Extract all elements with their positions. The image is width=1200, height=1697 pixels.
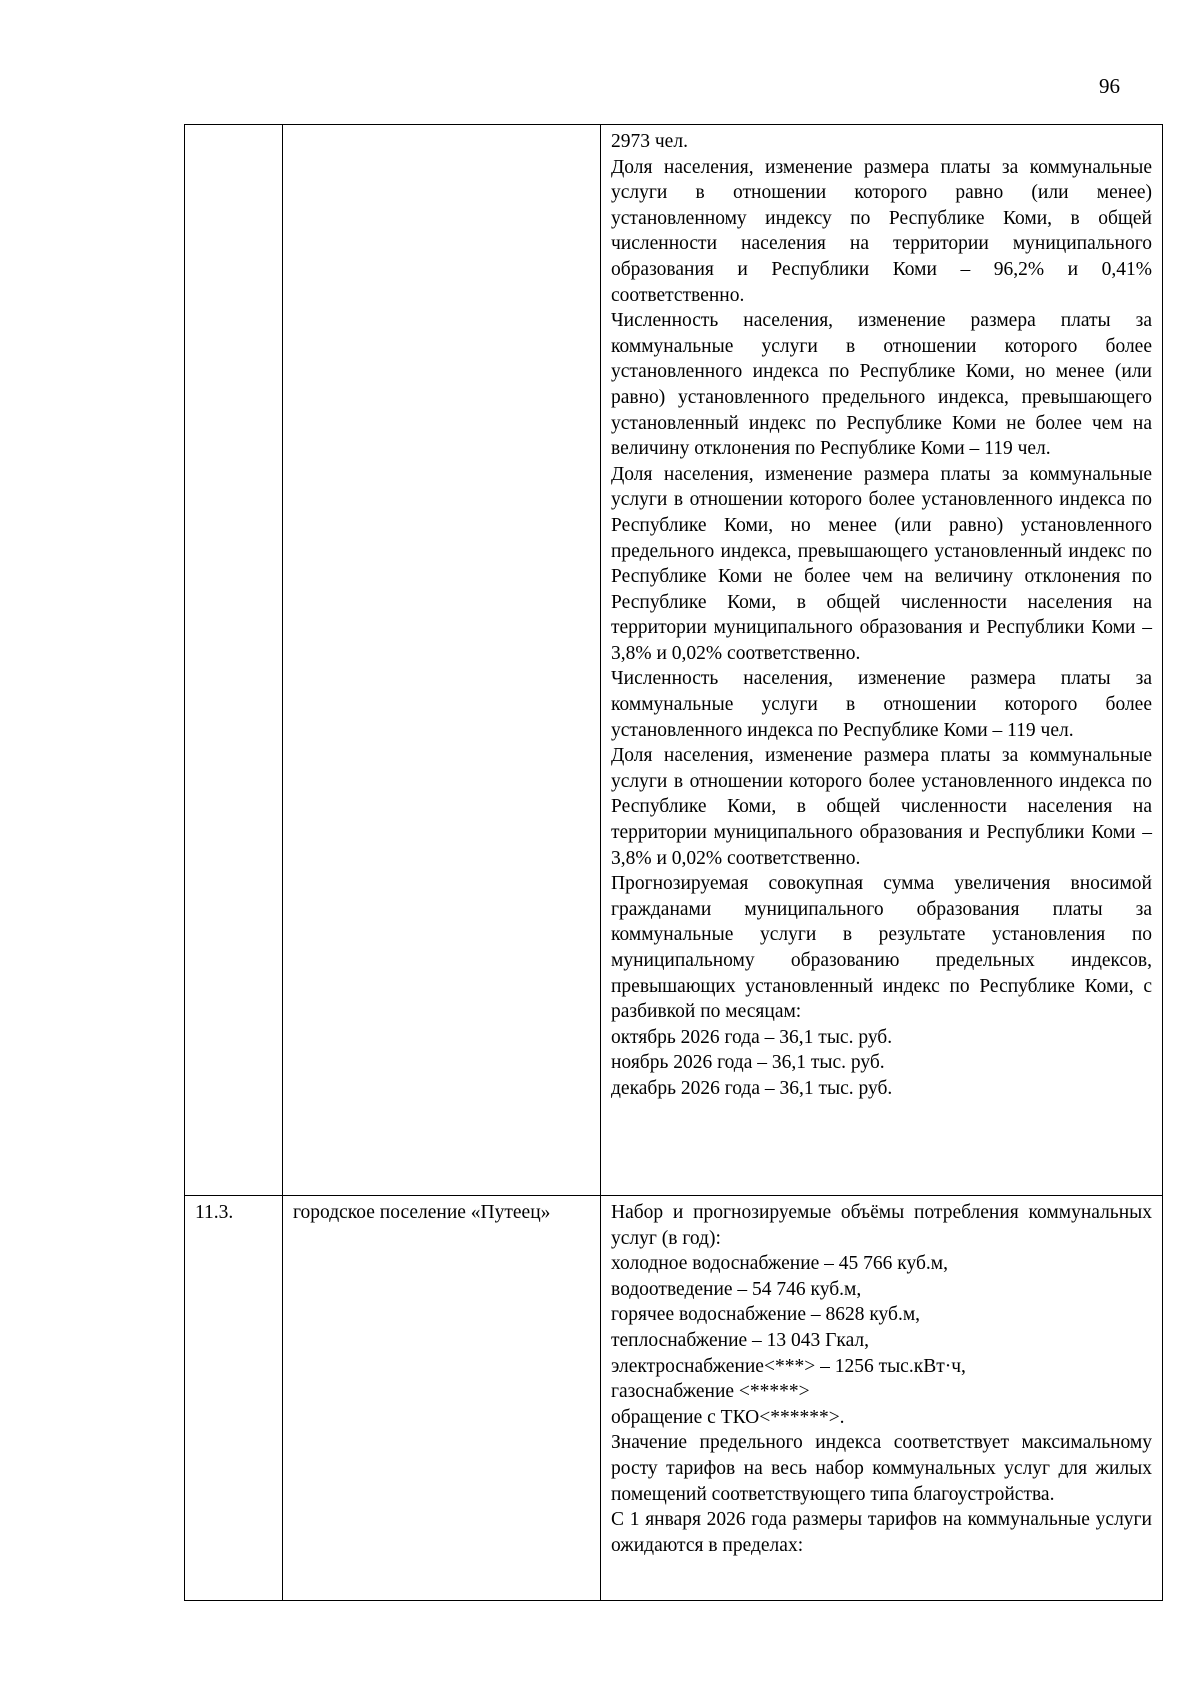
paragraph: электроснабжение<***> – 1256 тыс.кВт·ч, <box>611 1355 966 1377</box>
paragraph: Значение предельного индекса соответствует максимальному росту тарифов на весь набор коммунальных услуг для жилых помещений соответствующего типа благоустройства. <box>611 1432 1152 1505</box>
paragraph: Набор и прогнозируемые объёмы потребления коммунальных услуг (в год): <box>611 1202 1152 1249</box>
paragraph: октябрь 2026 года – 36,1 тыс. руб. <box>611 1026 893 1048</box>
municipality-name-cell: городское поселение «Путеец» <box>283 1196 601 1601</box>
content-table <box>184 124 1163 1601</box>
paragraph: газоснабжение <*****> <box>611 1381 810 1403</box>
paragraph: Численность населения, изменение размера платы за коммунальные услуги в отношении которого более установленного индекса по Республике Коми – 119 чел. <box>611 668 1152 741</box>
page-number: 96 <box>1099 74 1120 98</box>
paragraph: Численность населения, изменение размера платы за коммунальные услуги в отношении которого более установленного индекса по Республике Коми, но менее (или равно) установленного предельного индекса, превышающего установленный индекс по Республике Коми не более чем на величину отклонения по Республике Коми – 119 чел. <box>611 310 1152 460</box>
description-cell <box>601 1196 1163 1601</box>
paragraph: обращение с ТКО<******>. <box>611 1406 845 1428</box>
paragraph: Доля населения, изменение размера платы за коммунальные услуги в отношении которого более установленного индекса по Республике Коми, но менее (или равно) установленного предельного индекса, превышающего установленный индекс по Республике Коми не более чем на величину отклонения по Республике Коми, в общей численности населения на территории муниципального образования и Республики Коми – 3,8% и 0,02% соответственно. <box>611 463 1152 664</box>
table-row <box>185 1196 1163 1601</box>
paragraph: холодное водоснабжение – 45 766 куб.м, <box>611 1253 948 1275</box>
description-cell <box>601 125 1163 1196</box>
paragraph: Прогнозируемая совокупная сумма увеличения вносимой гражданами муниципального образования платы за коммунальные услуги в результате установления по муниципальному образованию предельных индексов, превышающих установленный индекс по Республике Коми, с разбивкой по месяцам: <box>611 873 1152 1023</box>
paragraph: Доля населения, изменение размера платы за коммунальные услуги в отношении которого более установленного индекса по Республике Коми, в общей численности населения на территории муниципального образования и Республики Коми – 3,8% и 0,02% соответственно. <box>611 745 1152 869</box>
paragraph: водоотведение – 54 746 куб.м, <box>611 1278 862 1300</box>
row-number-cell <box>185 125 283 1196</box>
row-number-cell: 11.3. <box>185 1196 283 1601</box>
paragraph: С 1 января 2026 года размеры тарифов на коммунальные услуги ожидаются в пределах: <box>611 1509 1152 1556</box>
municipality-name-cell <box>283 125 601 1196</box>
paragraph: горячее водоснабжение – 8628 куб.м, <box>611 1304 921 1326</box>
paragraph: 2973 чел. <box>611 131 688 152</box>
paragraph: теплоснабжение – 13 043 Гкал, <box>611 1329 870 1351</box>
paragraph: Доля населения, изменение размера платы за коммунальные услуги в отношении которого равно (или менее) установленному индексу по Республике Коми, в общей численности населения на территории муниципального образования и Республики Коми – 96,2% и 0,41% соответственно. <box>611 156 1152 306</box>
paragraph: ноябрь 2026 года – 36,1 тыс. руб. <box>611 1052 885 1074</box>
table-row <box>185 125 1163 1196</box>
paragraph: декабрь 2026 года – 36,1 тыс. руб. <box>611 1077 893 1099</box>
